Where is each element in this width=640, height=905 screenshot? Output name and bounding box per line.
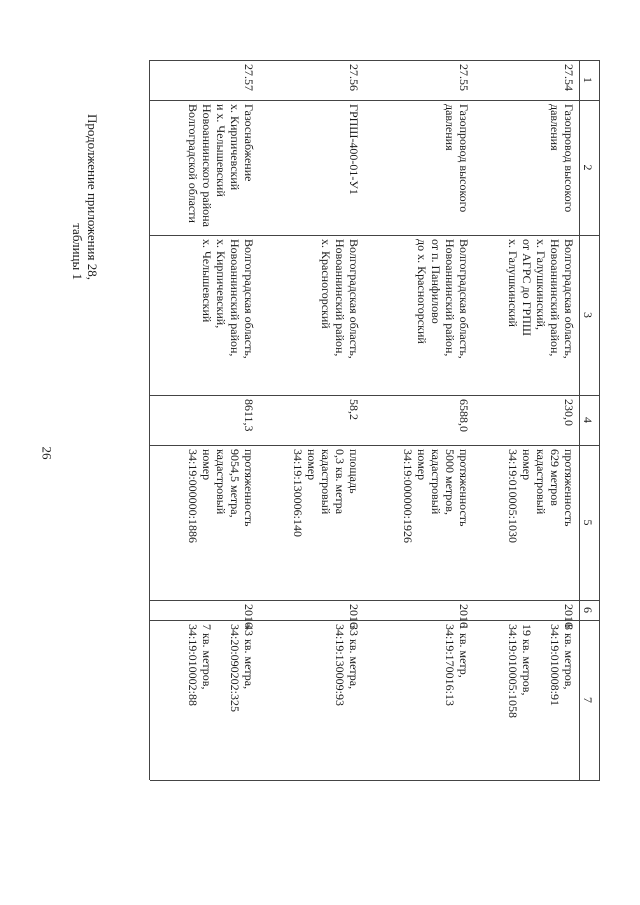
cell-line: Волгоградская область, (457, 239, 471, 359)
table-cell-land (443, 624, 471, 776)
table-cell-no (457, 64, 471, 96)
cell-line: Новоаннинский район, (333, 239, 347, 357)
cell-line: от п. Панфилово (429, 239, 443, 324)
cell-line (214, 624, 228, 776)
cell-line: протяженность (242, 449, 256, 527)
table-cell-no (562, 64, 576, 96)
table-cell-location (319, 239, 361, 391)
cell-line: 34:19:010002:88 (186, 624, 200, 707)
column-number: 7 (581, 697, 595, 703)
cell-line: кадастровый (429, 449, 443, 515)
cell-line: Волгоградская область, (562, 239, 576, 359)
cell-line: Волгоградской области (186, 104, 200, 223)
column-number: 2 (581, 164, 595, 171)
table-cell-land (506, 624, 576, 776)
cell-line: Газопровод высокого (562, 104, 576, 213)
column-number: 3 (581, 312, 595, 318)
cell-line: номер (305, 449, 319, 481)
cell-line: 34:19:010005:1030 (506, 449, 520, 544)
cell-line: 58,2 (347, 399, 361, 420)
cell-line: и х. Челышевский (214, 104, 228, 197)
table-col-border (150, 600, 600, 601)
table-cell-location (200, 239, 256, 391)
table-cell-params (401, 449, 471, 596)
cell-line: Новоаннинский район, (228, 239, 242, 357)
cell-line: 19 кв. метров, (520, 624, 534, 696)
table-col-border (150, 235, 600, 236)
cell-line: 34:19:010008:91 (548, 624, 562, 707)
cell-line: х. Кирпичевский (228, 104, 242, 191)
cell-line: 1 кв. метр, (457, 624, 471, 678)
cell-line: 34:19:010005:1058 (506, 624, 520, 719)
table-row-border (149, 60, 150, 780)
cell-line: Новоаннинского района (200, 104, 214, 227)
cell-line: протяженность (457, 449, 471, 527)
cell-line: 34:20:090202:325 (228, 624, 242, 713)
table-row-border (599, 60, 600, 780)
cell-line: 27.55 (457, 64, 471, 91)
table-cell-no (242, 64, 256, 96)
cell-line: номер (415, 449, 429, 481)
table-col-border (150, 60, 600, 61)
cell-line: номер (520, 449, 534, 481)
page-number: 26 (39, 446, 55, 460)
table-cell-no (347, 64, 361, 96)
cell-line: 2016 (562, 604, 576, 628)
cell-line: 34:19:000000:1886 (186, 449, 200, 544)
table-cell-value (562, 399, 576, 441)
table-col-border (150, 445, 600, 446)
cell-line: Газопровод высокого (457, 104, 471, 213)
column-number: 5 (581, 519, 595, 526)
cell-line: 9054,5 метра, (228, 449, 242, 518)
table-cell-location (415, 239, 471, 391)
cell-line: 5000 метров, (443, 449, 457, 515)
cell-line: 27.56 (347, 64, 361, 91)
cell-line: х. Челышевский (200, 239, 214, 323)
cell-line: давления (548, 104, 562, 151)
cell-line: х. Кирпичевский, (214, 239, 228, 329)
table-caption (70, 40, 100, 280)
caption-line-1: Продолжение приложения 28, (85, 113, 100, 280)
table-cell-params (291, 449, 361, 596)
cell-line: 230,0 (562, 399, 576, 426)
cell-line: 27.54 (562, 64, 576, 91)
caption-line-2: таблицы 1 (70, 223, 85, 280)
cell-line: 629 метров (548, 449, 562, 506)
table-cell-name (443, 104, 471, 231)
cell-line: ГРПШ-400-01-У1 (347, 104, 361, 195)
cell-line: Волгоградская область, (347, 239, 361, 359)
cell-line: протяженность (562, 449, 576, 527)
cell-line: номер (200, 449, 214, 481)
cell-line: 8 кв. метров, (562, 624, 576, 690)
cell-line: давления (443, 104, 457, 151)
cell-line: 0,3 кв. метра (333, 449, 347, 515)
table-cell-name (186, 104, 256, 231)
table-cell-land (333, 624, 361, 776)
table-cell-value (457, 399, 471, 441)
cell-line: 33 кв. метра, (347, 624, 361, 690)
cell-line: от АГРС до ГРПШ (520, 239, 534, 337)
cell-line: 7 кв. метров, (200, 624, 214, 690)
cell-line: 6588,0 (457, 399, 471, 432)
cell-line: до х. Красногорский (415, 239, 429, 344)
cell-line: 34:19:130006:140 (291, 449, 305, 538)
table-col-border (150, 780, 600, 781)
table-cell-location (506, 239, 576, 391)
table-cell-value (347, 399, 361, 441)
table-cell-name (548, 104, 576, 231)
cell-line: кадастровый (534, 449, 548, 515)
cell-line: х. Красногорский (319, 239, 333, 329)
cell-line: 27.57 (242, 64, 256, 91)
table-cell-params (506, 449, 576, 596)
cell-line: 34:19:000000:1926 (401, 449, 415, 544)
cell-line: площадь (347, 449, 361, 494)
cell-line: Новоаннинский район, (443, 239, 457, 357)
cell-line: 2016 (242, 604, 256, 628)
cell-line: кадастровый (319, 449, 333, 515)
table-cell-year (347, 604, 361, 628)
table-cell-year (562, 604, 576, 628)
table-cell-year (457, 604, 471, 628)
table-col-border (150, 100, 600, 101)
cell-line (534, 624, 548, 776)
cell-line: 8611,3 (242, 399, 256, 432)
cell-line: х. Галушкинский (506, 239, 520, 327)
column-number: 6 (581, 607, 595, 613)
cell-line: Газоснабжение (242, 104, 256, 182)
table-cell-land (186, 624, 256, 776)
cell-line: 43 кв. метра, (242, 624, 256, 690)
cell-line: 34:19:170016:13 (443, 624, 457, 707)
table-col-border (150, 620, 600, 621)
cell-line: 34:19:130009:93 (333, 624, 347, 707)
column-number: 4 (581, 417, 595, 423)
table-col-border (150, 395, 600, 396)
table-cell-params (186, 449, 256, 596)
cell-line: кадастровый (214, 449, 228, 515)
table-cell-name (347, 104, 361, 231)
table-cell-year (242, 604, 256, 628)
column-number: 1 (581, 77, 595, 83)
cell-line: 2016 (457, 604, 471, 628)
cell-line: х. Галушкинский, (534, 239, 548, 330)
cell-line: 2016 (347, 604, 361, 628)
cell-line: Новоаннинский район, (548, 239, 562, 357)
table-cell-value (242, 399, 256, 441)
data-table (150, 60, 600, 780)
cell-line: Волгоградская область, (242, 239, 256, 359)
